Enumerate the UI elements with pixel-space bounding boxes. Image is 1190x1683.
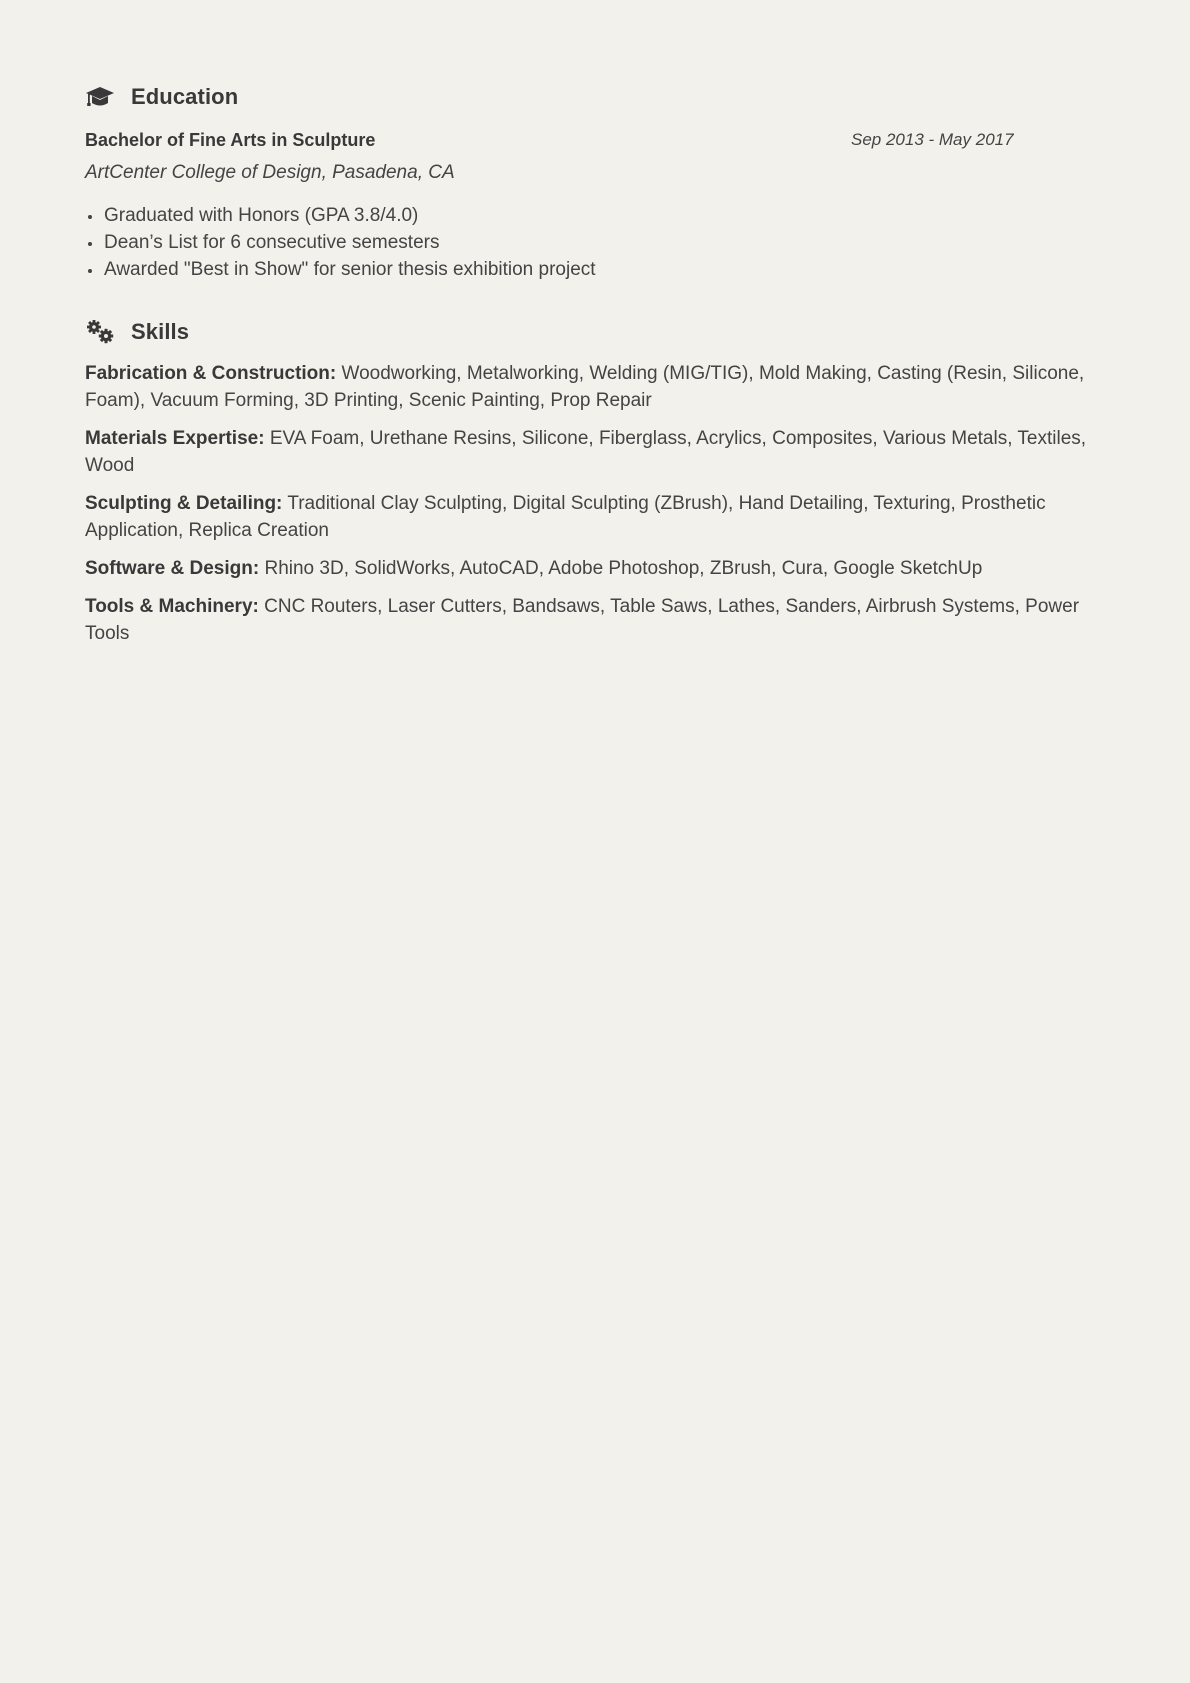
skill-label: Sculpting & Detailing: (85, 493, 283, 514)
skill-value: CNC Routers, Laser Cutters, Bandsaws, Table Saws, Lathes, Sanders, Airbrush Systems, Power Tools (85, 596, 1080, 644)
graduation-cap-icon (85, 84, 115, 110)
skill-row-sculpting (85, 490, 1105, 544)
skill-value: Traditional Clay Sculpting, Digital Sculpting (ZBrush), Hand Detailing, Texturing, Prosthetic Application, Replica Creation (85, 493, 1046, 541)
skills-section (85, 315, 1105, 647)
degree-title: Bachelor of Fine Arts in Sculpture (85, 130, 376, 150)
list-item: Awarded "Best in Show" for senior thesis exhibition project (85, 256, 1105, 283)
resume-page (85, 80, 1105, 647)
school-name: ArtCenter College of Design, Pasadena, CA (85, 162, 455, 183)
skill-value: EVA Foam, Urethane Resins, Silicone, Fiberglass, Acrylics, Composites, Various Metals, Textiles, Wood (85, 428, 1087, 476)
skills-title: Skills (131, 319, 190, 344)
gears-icon (85, 319, 115, 345)
education-entry (85, 128, 1105, 283)
skill-value: Woodworking, Metalworking, Welding (MIG/TIG), Mold Making, Casting (Resin, Silicone, Foam), Vacuum Forming, 3D Printing, Scenic Painting, Prop Repair (85, 363, 1085, 411)
list-item: Dean’s List for 6 consecutive semesters (85, 229, 1105, 256)
skill-label: Materials Expertise: (85, 428, 265, 449)
education-section (85, 80, 1105, 283)
skill-row-fabrication (85, 360, 1105, 414)
skill-label: Fabrication & Construction: (85, 363, 337, 384)
list-item: Graduated with Honors (GPA 3.8/4.0) (85, 202, 1105, 229)
education-dates: Sep 2013 - May 2017 (851, 130, 1014, 149)
skill-row-materials (85, 425, 1105, 479)
skills-header (85, 315, 1105, 349)
education-highlights (85, 202, 1105, 283)
education-title: Education (131, 84, 239, 109)
skill-row-software (85, 555, 1105, 582)
skill-row-tools (85, 593, 1105, 647)
education-header (85, 80, 1105, 114)
skill-value: Rhino 3D, SolidWorks, AutoCAD, Adobe Photoshop, ZBrush, Cura, Google SketchUp (264, 558, 983, 579)
skill-label: Software & Design: (85, 558, 260, 579)
skill-label: Tools & Machinery: (85, 596, 259, 617)
